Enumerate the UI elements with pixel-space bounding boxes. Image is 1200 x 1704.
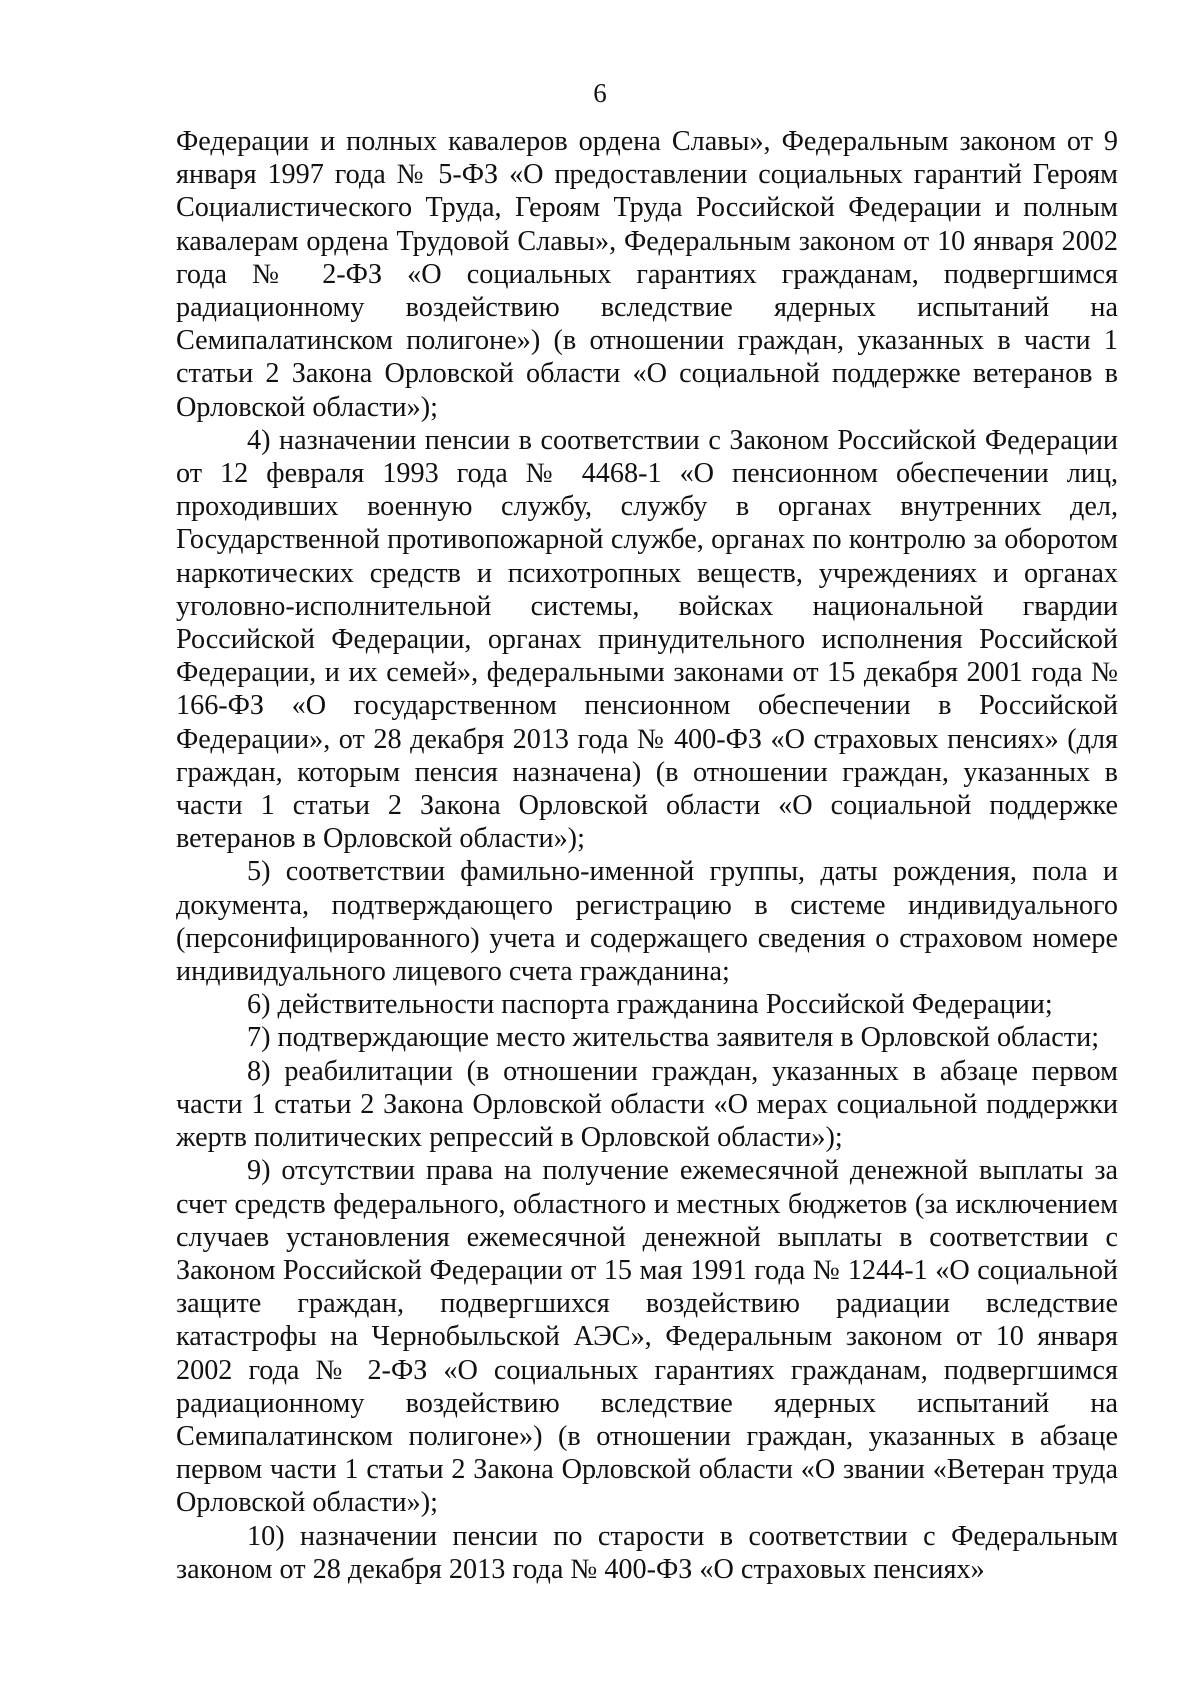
paragraph-item-9: 9) отсутствии права на получение ежемесячной денежной выплаты за счет средств федерального, областного и местных бюджетов (за исключением случаев установления ежемесячной денежной выплаты в соответствии с Законом Российской Федерации от 15 мая 1991 года № 1244-1 «О социальной защите граждан, подвергшихся воздействию радиации вследствие катастрофы на Чернобыльской АЭС», Федеральным законом от 10 января 2002 года № 2-ФЗ «О социальных гарантиях гражданам, подвергшимся радиационному воздействию вследствие ядерных испытаний на Семипалатинском полигоне») (в отношении граждан, указанных в абзаце первом части 1 статьи 2 Закона Орловской области «О звании «Ветеран труда Орловской области»); [176, 1155, 1118, 1519]
paragraph-item-7: 7) подтверждающие место жительства заявителя в Орловской области; [247, 1022, 1100, 1054]
paragraph-continuation: Федерации и полных кавалеров ордена Славы», Федеральным законом от 9 января 1997 года № 5-ФЗ «О предоставлении социальных гарантий Героям Социалистического Труда, Героям Труда Российской Федерации и полным кавалерам ордена Трудовой Славы», Федеральным законом от 10 января 2002 года № 2-ФЗ «О социальных гарантиях гражданам, подвергшимся радиационному воздействию вследствие ядерных испытаний на Семипалатинском полигоне») (в отношении граждан, указанных в части 1 статьи 2 Закона Орловской области «О социальной поддержке ветеранов в Орловской области»); [176, 126, 1118, 423]
paragraph-item-6: 6) действительности паспорта гражданина Российской Федерации; [247, 989, 1053, 1021]
paragraph-item-10: 10) назначении пенсии по старости в соответствии с Федеральным законом от 28 декабря 2013 года № 400-ФЗ «О страховых пенсиях» [176, 1520, 1118, 1585]
page-number: 6 [593, 78, 607, 108]
paragraph-item-8: 8) реабилитации (в отношении граждан, указанных в абзаце первом части 1 статьи 2 Закона Орловской области «О мерах социальной поддержки жертв политических репрессий в Орловской области»); [176, 1055, 1118, 1154]
paragraph-item-4: 4) назначении пенсии в соответствии с Законом Российской Федерации от 12 февраля 1993 года № 4468-1 «О пенсионном обеспечении лиц, проходивших военную службу, службу в органах внутренних дел, Государственной противопожарной службе, органах по контролю за оборотом наркотических средств и психотропных веществ, учреждениях и органах уголовно-исполнительной системы, войсках национальной гвардии Российской Федерации, органах принудительного исполнения Российской Федерации, и их семей», федеральными законами от 15 декабря 2001 года № 166-ФЗ «О государственном пенсионном обеспечении в Российской Федерации», от 28 декабря 2013 года № 400-ФЗ «О страховых пенсиях» (для граждан, которым пенсия назначена) (в отношении граждан, указанных в части 1 статьи 2 Закона Орловской области «О социальной поддержке ветеранов в Орловской области»); [176, 424, 1118, 855]
paragraph-item-5: 5) соответствии фамильно-именной группы, даты рождения, пола и документа, подтверждающего регистрацию в системе индивидуального (персонифицированного) учета и содержащего сведения о страховом номере индивидуального лицевого счета гражданина; [176, 856, 1118, 988]
document-body [176, 125, 1118, 1586]
